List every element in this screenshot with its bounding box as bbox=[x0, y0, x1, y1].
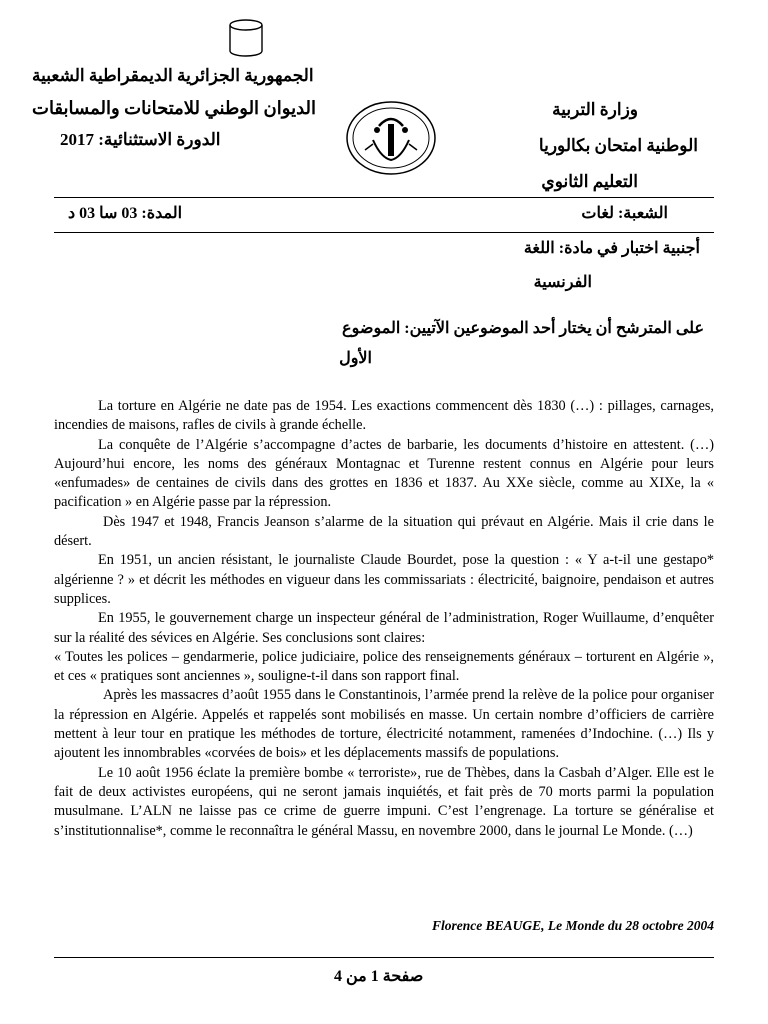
paragraph: Le 10 août 1956 éclate la première bombe « terroriste», rue de Thèbes, dans la Casbah d’Alger. Elle est le fait de deux activistes européens, qui ne seront jamais inquiétés, et fait près de 70 morts parmi la population musulmane. L’ALN ne laisse pas ce crime de guerre impuni. C’est l’engrenage. La torture se généralise et s’institutionnalise*, comme le reconnaîtra le général Massu, en novembre 2000, dans le journal Le Monde. (…) bbox=[54, 764, 714, 839]
paragraph: Après les massacres d’août 1955 dans le Constantinois, l’armée prend la relève de la police pour organiser la répression en Algérie. Appelés et rappelés sont mobilisés en masse. Un certain nombre d’officiers de carrière mettent à leur tour en pratique les méthodes de torture, électricité notamment, ramenées d’Indochine. (…) Ils y ajoutent les innombrables «corvées de bois» et les déplacements massifs de populations. bbox=[54, 687, 714, 762]
page-number: صفحة 1 من 4 bbox=[334, 968, 424, 985]
paragraph: La conquête de l’Algérie s’accompagne d’actes de barbarie, les documents d’histoire en attestent. (…) Aujourd’hui encore, les noms des généraux Montagnac et Turenne restent connus en Algérie pour leurs «enfumades» de centaines de civils dans des grottes en 1836 et 1837. Au XXe siècle, comme au XIXe, la « pacification » en Algérie passe par la répression. bbox=[54, 436, 714, 511]
header-exam: الوطنية امتحان بكالوريا bbox=[538, 136, 698, 155]
article-text bbox=[54, 397, 714, 841]
paragraph: En 1951, un ancien résistant, le journaliste Claude Bourdet, pose la question : « Y a-t-il une gestapo* algérienne ? » et décrit les méthodes en vigueur dans les commissariats : électricité, baignoire, pendaison et autres supplices. bbox=[54, 552, 714, 607]
paragraph: En 1955, le gouvernement charge un inspecteur général de l’administration, Roger Wuillaume, d’enquêter sur la réalité des sévices en Algérie. Ses conclusions sont claires: bbox=[54, 610, 714, 646]
article-source: Florence BEAUGE, Le Monde du 28 octobre 2004 bbox=[432, 918, 714, 933]
header-ministry: وزارة التربية bbox=[552, 100, 638, 119]
header-office: الديوان الوطني للامتحانات والمسابقات bbox=[32, 98, 317, 118]
ministry-seal-icon bbox=[345, 100, 437, 176]
paragraph-quote: « Toutes les polices – gendarmerie, police judiciaire, police des renseignements généraux – torturent en Algérie », et ces « pratiques sont anciennes », souligne-t-il dans son rapport final. bbox=[54, 648, 714, 685]
header-republic: الجمهورية الجزائرية الديمقراطية الشعبية bbox=[32, 66, 314, 85]
divider-info bbox=[54, 232, 714, 233]
instruction-line2: الأول bbox=[339, 350, 372, 367]
header-level: التعليم الثانوي bbox=[541, 172, 638, 191]
instruction-line1: على المترشح أن يختار أحد الموضوعين الآتيين: الموضوع bbox=[342, 320, 704, 337]
exam-duration: المدة: 03 سا 03 د bbox=[68, 205, 183, 222]
exam-subject-line1: أجنبية اختبار في مادة: اللغة bbox=[523, 240, 700, 257]
exam-subject-line2: الفرنسية bbox=[533, 274, 592, 291]
divider-top bbox=[54, 197, 714, 198]
exam-branch: الشعبة: لغات bbox=[581, 205, 668, 222]
paragraph: La torture en Algérie ne date pas de 1954. Les exactions commencent dès 1830 (…) : pillages, carnages, incendies de maisons, rafles de civils à grande échelle. bbox=[54, 398, 714, 434]
cylinder-icon bbox=[228, 18, 264, 58]
paragraph: Dès 1947 et 1948, Francis Jeanson s’alarme de la situation qui prévaut en Algérie. Mais il crie dans le désert. bbox=[54, 513, 714, 550]
header-session: الدورة الاستثنائية: 2017 bbox=[60, 130, 221, 149]
divider-footer bbox=[54, 957, 714, 958]
